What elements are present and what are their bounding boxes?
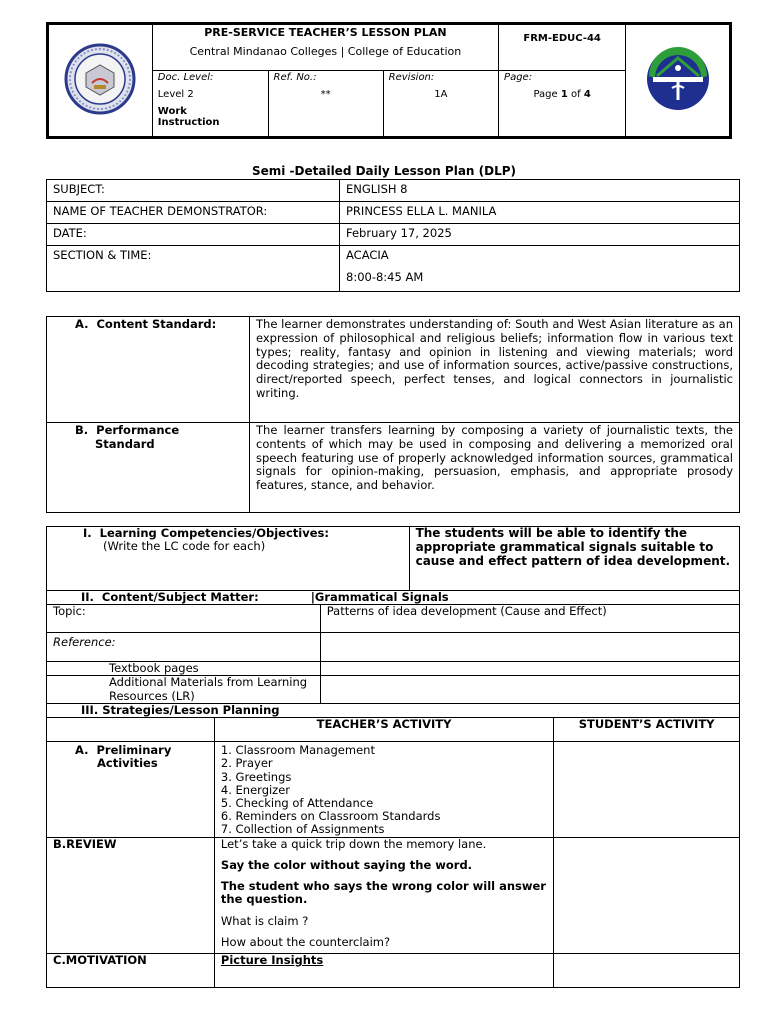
table-row: [47, 224, 740, 246]
doc-level-value: Level 2: [157, 89, 194, 100]
table-row: [47, 676, 740, 703]
motivation-student-activity: [554, 953, 740, 987]
table-row: [47, 718, 740, 742]
additional-materials-value: [320, 676, 739, 703]
list-item: 5. Checking of Attendance: [220, 795, 374, 810]
content-subject-row: [47, 591, 740, 605]
date-value: February 17, 2025: [340, 224, 740, 246]
content-subject-label: II. Content/Subject Matter:: [81, 590, 259, 604]
doc-level-label: Doc. Level:: [157, 72, 214, 83]
teacher-label: NAME OF TEACHER DEMONSTRATOR:: [47, 202, 340, 224]
strategies-label: III. Strategies/Lesson Planning: [47, 703, 740, 717]
review-label: B.REVIEW: [47, 837, 215, 953]
dlp-title: Semi -Detailed Daily Lesson Plan (DLP): [251, 164, 517, 178]
ref-no-value: **: [320, 89, 331, 100]
seal-icon: [64, 43, 136, 115]
education-logo: [626, 25, 730, 137]
motivation-value: Picture Insights: [214, 953, 553, 987]
dlp-info-table: [46, 179, 740, 292]
table-row: [47, 837, 740, 953]
table-row: [47, 633, 740, 662]
list-item: 1. Classroom Management: [220, 743, 375, 758]
subject-value: ENGLISH 8: [340, 180, 740, 202]
date-label: DATE:: [47, 224, 340, 246]
ref-no-cell: [268, 71, 383, 137]
table-row: [47, 742, 740, 838]
reference-label: Reference:: [47, 633, 321, 662]
section-time-cell: [340, 246, 740, 292]
competencies-note: (Write the LC code for each): [103, 539, 266, 554]
reference-value: [320, 633, 739, 662]
ref-no-label: Ref. No.:: [273, 72, 317, 83]
preliminary-activities: [214, 742, 553, 838]
additional-materials-label: Additional Materials from Learning Resources (LR): [47, 676, 321, 703]
list-item: 4. Energizer: [220, 782, 291, 797]
institution-name: Central Mindanao Colleges | College of Education: [189, 45, 462, 58]
table-row: [47, 605, 740, 633]
table-row: [47, 317, 740, 423]
activity-header-spacer: [47, 718, 215, 742]
objective-text: The students will be able to identify the appropriate grammatical signals suitable to cause and effect pattern of idea development.: [409, 527, 739, 591]
review-activities: [214, 837, 553, 953]
list-item: 7. Collection of Assignments: [220, 822, 385, 837]
topic-value: Patterns of idea development (Cause and Effect): [320, 605, 739, 633]
form-code: FRM-EDUC-44: [499, 25, 626, 71]
content-standard-text: The learner demonstrates understanding of: South and West Asian literature as an expression of philosophical and religious beliefs; information flow in various text types; reality, fantasy and opinion in listening and viewing materials; word decoding strategies; and use of information sources, active/passive constructions, direct/reported speech, perfect tenses, and logical connectors in journalistic writing.: [250, 317, 740, 423]
competencies-label: I. Learning Competencies/Objectives:: [83, 526, 329, 540]
lesson-plan-table: [46, 526, 740, 988]
section-label: SECTION & TIME:: [47, 246, 340, 292]
preliminary-list: [221, 744, 547, 837]
table-row: [47, 953, 740, 987]
content-subject-value: |Grammatical Signals: [310, 590, 449, 604]
page-label: Page:: [504, 72, 533, 83]
content-standard-label: A. Content Standard:: [47, 317, 250, 423]
table-row: [47, 180, 740, 202]
revision-label: Revision:: [388, 72, 435, 83]
textbook-value: [320, 662, 739, 676]
topic-label: Topic:: [47, 605, 321, 633]
preliminary-label: A. Preliminary Activities: [47, 742, 215, 838]
section-value: ACACIA: [346, 248, 389, 262]
time-value: 8:00-8:45 AM: [346, 270, 424, 284]
table-row: [47, 423, 740, 513]
competencies-cell: [47, 527, 410, 591]
list-item: 6. Reminders on Classroom Standards: [220, 809, 441, 824]
title-cell: [152, 25, 498, 71]
table-row: [47, 246, 740, 292]
preliminary-student-activity: [554, 742, 740, 838]
form-header: [46, 22, 732, 139]
review-question-counterclaim: How about the counterclaim?: [220, 934, 391, 949]
list-item: 3. Greetings: [220, 769, 292, 784]
table-row: [47, 591, 740, 605]
teacher-activity-header: TEACHER’S ACTIVITY: [214, 718, 553, 742]
table-row: [47, 527, 740, 591]
table-row: [47, 202, 740, 224]
table-row: [47, 703, 740, 717]
list-item: 2. Prayer: [220, 756, 273, 771]
subject-label: SUBJECT:: [47, 180, 340, 202]
textbook-label: Textbook pages: [47, 662, 321, 676]
student-activity-header: STUDENT’S ACTIVITY: [554, 718, 740, 742]
performance-standard-text: The learner transfers learning by composing a variety of journalistic texts, the contents of which may be used in composing and delivering a memorized oral speech featuring use of properly acknowledged information sources, grammatical signals for opinion-making, persuasion, emphasis, and appropriate prosody features, stance, and behavior.: [250, 423, 740, 513]
review-question-claim: What is claim ?: [220, 913, 309, 928]
lesson-plan-title: PRE-SERVICE TEACHER’S LESSON PLAN: [204, 26, 447, 39]
standards-table: [46, 316, 740, 513]
review-instruction: Say the color without saying the word.: [220, 857, 473, 872]
performance-standard-label: B. Performance Standard: [47, 423, 250, 513]
review-rule: The student who says the wrong color will answer the question.: [220, 879, 546, 907]
education-emblem-icon: [645, 46, 711, 112]
doc-type: Work Instruction: [157, 106, 220, 128]
table-row: [47, 662, 740, 676]
page-number: Page 1 of 4: [533, 89, 591, 100]
doc-level-cell: [152, 71, 268, 137]
college-seal-logo: [49, 25, 153, 137]
teacher-value: PRINCESS ELLA L. MANILA: [340, 202, 740, 224]
review-student-activity: [554, 837, 740, 953]
motivation-label: C.MOTIVATION: [47, 953, 215, 987]
revision-value: 1A: [434, 89, 448, 100]
page-cell: [499, 71, 626, 137]
revision-cell: [383, 71, 498, 137]
review-intro: Let’s take a quick trip down the memory lane.: [220, 836, 487, 851]
